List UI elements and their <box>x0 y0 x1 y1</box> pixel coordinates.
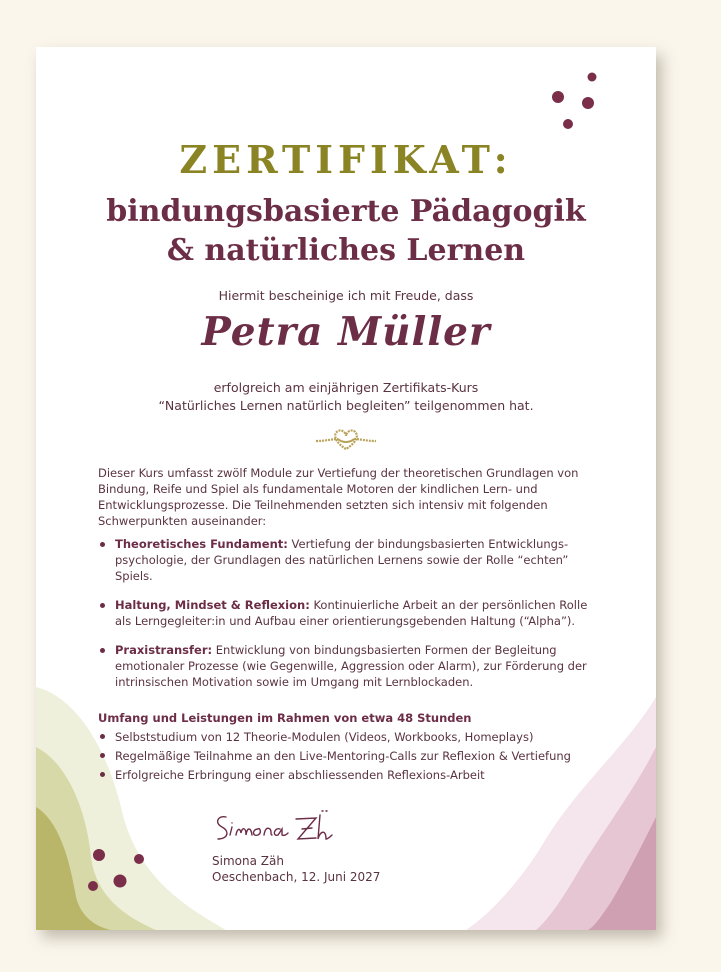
handwritten-signature <box>212 805 342 851</box>
focus-item <box>98 642 598 690</box>
certificate-title: ZERTIFIKAT: <box>179 137 513 182</box>
focus-item <box>98 536 598 584</box>
focus-list-2 <box>98 597 598 629</box>
course-text <box>36 379 656 415</box>
focus-label: Theoretisches Fundament: <box>115 537 288 551</box>
focus-label: Haltung, Mindset & Reflexion: <box>115 598 310 612</box>
scope-list <box>98 728 598 785</box>
recipient-name: Petra Müller <box>201 309 491 355</box>
subtitle-line-2: & natürliches Lernen <box>166 233 526 268</box>
knot-ornament-icon <box>316 427 376 453</box>
certificate-sheet <box>36 47 656 930</box>
signer-name: Simona Zäh <box>212 854 284 868</box>
subtitle-line-1: bindungsbasierte Pädagogik <box>106 194 586 229</box>
course-description: Dieser Kurs umfasst zwölf Module zur Vertiefung der theoretischen Grundlagen von Bindung, Reife und Spiel als fundamentale Motoren der kindlichen Lern- und Entwicklungsprozesse. Die Teilnehmenden setzten sich intensiv mit folgenden Schwerpunkten auseinander: <box>98 466 579 528</box>
certificate-subtitle <box>36 192 656 270</box>
scope-item: Selbststudium von 12 Theorie-Modulen (Videos, Workbooks, Homeplays) <box>98 728 598 747</box>
course-line-2: “Natürliches Lernen natürlich begleiten” teilgenommen hat. <box>158 398 534 413</box>
focus-text: Kontinuierliche Arbeit an der persönlichen Rolle als Lerngegleiter:in und Aufbau einer orientierungsgebenden Haltung (“Alpha”). <box>115 598 588 628</box>
scope-heading: Umfang und Leistungen im Rahmen von etwa 48 Stunden <box>98 711 472 725</box>
signature-script: Simona Zäh <box>212 805 218 806</box>
place-date: Oeschenbach, 12. Juni 2027 <box>212 870 381 884</box>
focus-text: Vertiefung der bindungsbasierten Entwicklungs-psychologie, der Grundlagen des natürlichen Lernens sowie der Rolle “echten” Spiels. <box>115 537 569 583</box>
scope-item: Regelmäßige Teilnahme an den Live-Mentoring-Calls zur Reflexion & Vertiefung <box>98 747 598 766</box>
focus-text: Entwicklung von bindungsbasierten Formen der Begleitung emotionaler Prozesse (wie Gegenwille, Aggression oder Alarm), zur Förderung der intrinsischen Motivation sowie im Umgang mit Lernblockaden. <box>115 643 587 689</box>
focus-list-1 <box>98 536 598 584</box>
focus-list-3 <box>98 642 598 690</box>
scope-item: Erfolgreiche Erbringung einer abschliessenden Reflexions-Arbeit <box>98 766 598 785</box>
course-line-1: erfolgreich am einjährigen Zertifikats-Kurs <box>213 380 479 395</box>
intro-text: Hiermit bescheinige ich mit Freude, dass <box>218 288 474 303</box>
focus-label: Praxistransfer: <box>115 643 213 657</box>
focus-item <box>98 597 598 629</box>
